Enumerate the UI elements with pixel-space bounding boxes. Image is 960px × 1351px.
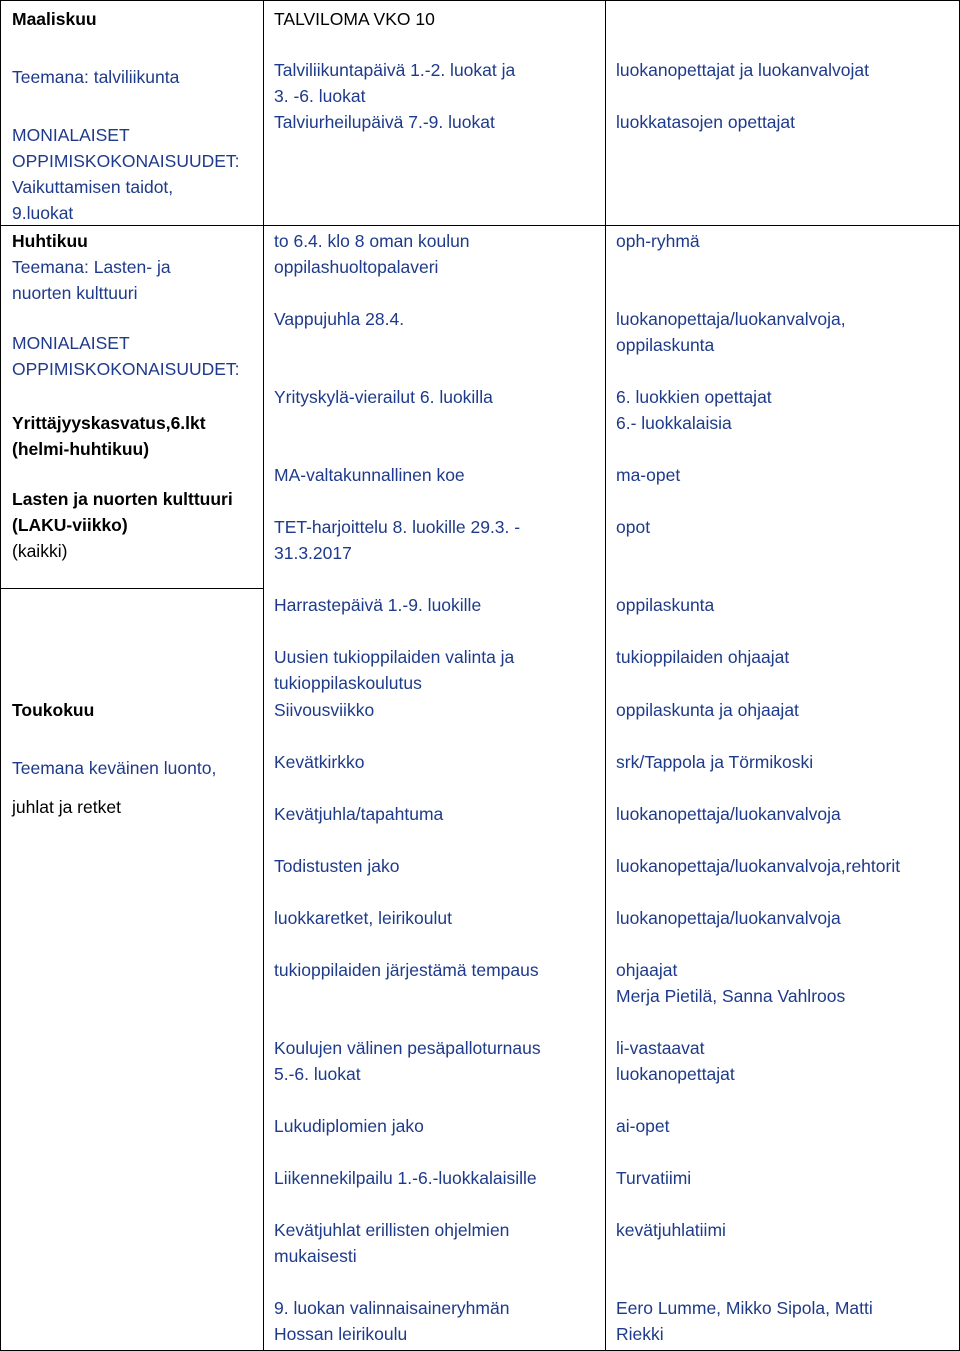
month-march-title: Maaliskuu — [12, 9, 97, 29]
event-item-2-line-1: to 6.4. klo 8 oman koulun — [274, 231, 470, 251]
march-theme: Teemana: talviliikunta — [12, 67, 180, 87]
event-item-8-line-2: tukioppilaskoulutus — [274, 673, 422, 693]
responsible-item-12: luokanopettaja/luokanvalvoja — [616, 804, 841, 824]
responsible-item-9: tukioppilaiden ohjaajat — [616, 647, 790, 667]
month-april-title: Huhtikuu — [12, 231, 88, 251]
april-all: (kaikki) — [12, 541, 68, 561]
april-theme-1: Teemana: Lasten- ja — [12, 257, 171, 277]
month-may-title: Toukokuu — [12, 700, 95, 720]
event-item-19-line-2: Hossan leirikoulu — [274, 1324, 408, 1344]
responsible-item-17: ai-opet — [616, 1116, 670, 1136]
event-item-11: Kevätjuhla/tapahtuma — [274, 804, 444, 824]
responsible-item-15-line-1: ohjaajat — [616, 960, 678, 980]
event-item-17: Liikennekilpailu 1.-6.-luokkalaisille — [274, 1168, 537, 1188]
responsible-item-8: oppilaskunta — [616, 595, 715, 615]
row-divider-events — [263, 225, 960, 226]
responsible-item-4-line-1: luokanopettaja/luokanvalvoja, — [616, 309, 846, 329]
april-multi-2: OPPIMISKOKONAISUUDET: — [12, 359, 240, 379]
event-item-19-line-1: 9. luokan valinnaisaineryhmän — [274, 1298, 510, 1318]
responsible-item-20-line-2: Riekki — [616, 1324, 664, 1344]
event-item-9: Siivousviikko — [274, 700, 375, 720]
march-multi-1: MONIALAISET — [12, 125, 130, 145]
event-item-1-line-2: 3. -6. luokat — [274, 86, 366, 106]
event-item-5: MA-valtakunnallinen koe — [274, 465, 465, 485]
event-item-7: Harrastepäivä 1.-9. luokille — [274, 595, 482, 615]
april-entrepreneurship-2: (helmi-huhtikuu) — [12, 439, 150, 459]
event-item-18-line-1: Kevätjuhlat erillisten ohjelmien — [274, 1220, 510, 1240]
event-item-2-line-2: oppilashuoltopalaveri — [274, 257, 439, 277]
responsible-item-4-line-2: oppilaskunta — [616, 335, 715, 355]
responsible-item-3: oph-ryhmä — [616, 231, 700, 251]
event-item-12: Todistusten jako — [274, 856, 400, 876]
responsible-item-16-line-1: li-vastaavat — [616, 1038, 705, 1058]
april-entrepreneurship-1: Yrittäjyyskasvatus,6.lkt — [12, 413, 206, 433]
april-theme-2: nuorten kulttuuri — [12, 283, 138, 303]
responsible-item-15-line-2: Merja Pietilä, Sanna Vahlroos — [616, 986, 846, 1006]
responsible-item-19: kevätjuhlatiimi — [616, 1220, 726, 1240]
march-multi-2: OPPIMISKOKONAISUUDET: — [12, 151, 240, 171]
responsible-item-5-line-1: 6. luokkien opettajat — [616, 387, 772, 407]
responsible-item-10: oppilaskunta ja ohjaajat — [616, 700, 799, 720]
may-theme-1: Teemana keväinen luonto, — [12, 758, 217, 778]
event-item-18-line-2: mukaisesti — [274, 1246, 357, 1266]
responsible-item-20-line-1: Eero Lumme, Mikko Sipola, Matti — [616, 1298, 873, 1318]
row-divider-april — [0, 588, 263, 589]
march-multi-3: Vaikuttamisen taidot, — [12, 177, 174, 197]
may-theme-2: juhlat ja retket — [12, 797, 121, 817]
event-item-4: Yrityskylä-vierailut 6. luokilla — [274, 387, 493, 407]
event-item-13: luokkaretket, leirikoulut — [274, 908, 452, 928]
event-item-16: Lukudiplomien jako — [274, 1116, 424, 1136]
responsible-item-7: opot — [616, 517, 651, 537]
event-item-1-line-1: Talviliikuntapäivä 1.-2. luokat ja — [274, 60, 516, 80]
responsible-item-14: luokanopettaja/luokanvalvoja — [616, 908, 841, 928]
april-laku-2: (LAKU-viikko) — [12, 515, 128, 535]
event-item-3: Vappujuhla 28.4. — [274, 309, 405, 329]
responsible-item-5-line-2: 6.- luokkalaisia — [616, 413, 732, 433]
event-item-6-line-1: TET-harjoittelu 8. luokille 29.3. - — [274, 517, 521, 537]
event-item-8-line-1: Uusien tukioppilaiden valinta ja — [274, 647, 515, 667]
responsible-item-11: srk/Tappola ja Törmikoski — [616, 752, 814, 772]
column-divider-1 — [263, 0, 264, 1351]
responsible-item-6: ma-opet — [616, 465, 681, 485]
april-multi-1: MONIALAISET — [12, 333, 130, 353]
event-item-6-line-2: 31.3.2017 — [274, 543, 352, 563]
responsible-item-18: Turvatiimi — [616, 1168, 692, 1188]
responsible-item-1: luokanopettajat ja luokanvalvojat — [616, 60, 869, 80]
responsible-item-16-line-2: luokanopettajat — [616, 1064, 735, 1084]
responsible-item-13: luokanopettaja/luokanvalvoja,rehtorit — [616, 856, 901, 876]
march-multi-4: 9.luokat — [12, 203, 74, 223]
winter-break-header: TALVILOMA VKO 10 — [274, 9, 435, 29]
column-divider-2 — [605, 0, 606, 1351]
event-item-10: Kevätkirkko — [274, 752, 365, 772]
responsible-item-2: luokkatasojen opettajat — [616, 112, 796, 132]
event-item-14: tukioppilaiden järjestämä tempaus — [274, 960, 539, 980]
april-laku-1: Lasten ja nuorten kulttuuri — [12, 489, 233, 509]
event-item-15-line-1: Koulujen välinen pesäpalloturnaus — [274, 1038, 541, 1058]
event-item-15-line-2: 5.-6. luokat — [274, 1064, 361, 1084]
event-item-1-line-3: Talviurheilupäivä 7.-9. luokat — [274, 112, 495, 132]
